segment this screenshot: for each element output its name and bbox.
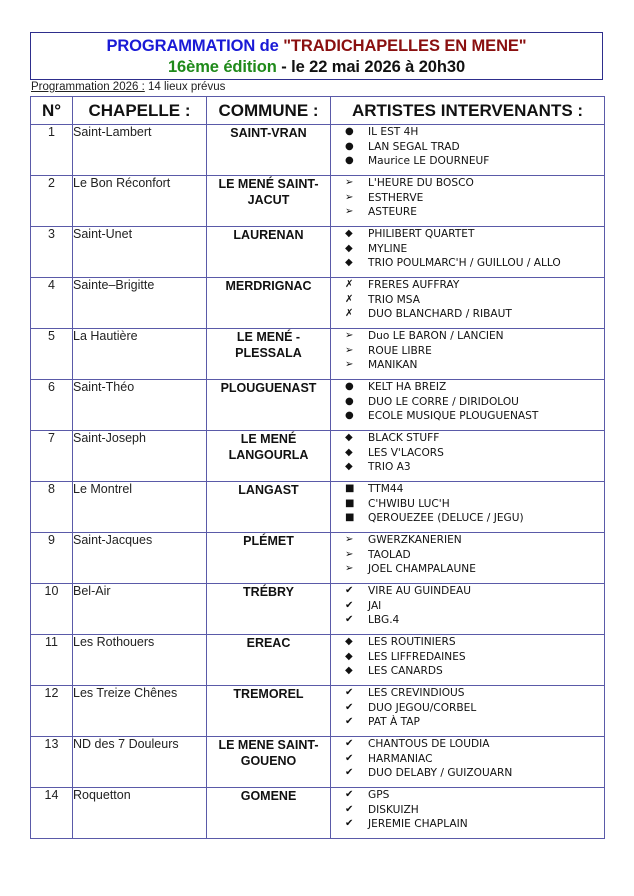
artist-item (345, 715, 604, 730)
program-summary (31, 80, 225, 94)
artist-name: ROUE LIBRE (368, 344, 432, 357)
artist-item (345, 205, 604, 220)
artist-item (345, 613, 604, 628)
row-number: 8 (31, 482, 73, 533)
bullet-diamond-icon: ◆ (345, 461, 353, 473)
artists-cell (331, 227, 605, 278)
artists-cell (331, 635, 605, 686)
artist-item (345, 497, 604, 512)
bullet-diamond-icon: ◆ (345, 257, 353, 269)
artists-cell (331, 482, 605, 533)
commune-name: TRÉBRY (207, 584, 331, 635)
column-header-artistes: ARTISTES INTERVENANTS : (331, 97, 605, 125)
artist-item (345, 176, 604, 191)
artist-name: LES V'LACORS (368, 446, 444, 459)
artist-item (345, 380, 604, 395)
artists-list (331, 482, 604, 526)
commune-name: SAINT-VRAN (207, 125, 331, 176)
artists-cell (331, 329, 605, 380)
artist-item (345, 191, 604, 206)
artist-name: DUO LE CORRE / DIRIDOLOU (368, 395, 519, 408)
row-number: 3 (31, 227, 73, 278)
bullet-dot-icon: ● (345, 395, 354, 407)
row-number: 13 (31, 737, 73, 788)
artist-item (345, 511, 604, 526)
artist-item (345, 737, 604, 752)
column-header-chapelle: CHAPELLE : (73, 97, 207, 125)
commune-name: LE MENÉ LANGOURLA (207, 431, 331, 482)
chapelle-name: Saint-Théo (73, 380, 207, 431)
table-row (31, 482, 605, 533)
artists-list (331, 635, 604, 679)
bullet-dot-icon: ● (345, 126, 354, 137)
bullet-diamond-icon: ◆ (345, 636, 353, 647)
artist-name: TRIO POULMARC'H / GUILLOU / ALLO (368, 257, 561, 270)
row-number: 5 (31, 329, 73, 380)
commune-name: LE MENÉ SAINT-JACUT (207, 176, 331, 227)
artist-item (345, 803, 604, 818)
artist-name: DUO JEGOU/CORBEL (368, 701, 477, 714)
chapelle-name: Les Rothouers (73, 635, 207, 686)
artist-item (345, 125, 604, 140)
bullet-diamond-icon: ◆ (345, 228, 353, 239)
commune-name: LE MENE SAINT-GOUENO (207, 737, 331, 788)
bullet-dot-icon: ● (345, 140, 354, 152)
artist-item (345, 227, 604, 242)
bullet-diamond-icon: ◆ (345, 432, 353, 443)
chapelle-name: La Hautière (73, 329, 207, 380)
artists-cell (331, 176, 605, 227)
artist-item (345, 460, 604, 475)
table-body (31, 125, 605, 839)
artist-name: C'HWIBU LUC'H (368, 497, 450, 510)
artist-name: IL EST 4H (368, 126, 419, 138)
bullet-dot-icon: ● (345, 410, 354, 422)
bullet-check-icon: ✔ (345, 738, 354, 749)
commune-name: LE MENÉ - PLESSALA (207, 329, 331, 380)
artists-cell (331, 380, 605, 431)
artist-item (345, 686, 604, 701)
row-number: 1 (31, 125, 73, 176)
table-row (31, 380, 605, 431)
commune-name: PLOUGUENAST (207, 380, 331, 431)
artists-list (331, 737, 604, 781)
bullet-arrow-icon: ➢ (345, 534, 354, 545)
artists-list (331, 533, 604, 577)
title-line (31, 35, 602, 57)
artists-cell (331, 125, 605, 176)
edition-label: 16ème édition (167, 58, 277, 76)
bullet-check-icon: ✔ (345, 599, 354, 611)
column-header-number: N° (31, 97, 73, 125)
artist-item (345, 395, 604, 410)
artists-list (331, 278, 604, 322)
artist-name: HARMANIAC (368, 752, 433, 765)
commune-name: LAURENAN (207, 227, 331, 278)
artist-name: LES LIFFREDAINES (368, 650, 466, 663)
row-number: 11 (31, 635, 73, 686)
bullet-dot-icon: ● (345, 155, 354, 167)
chapelle-name: Le Montrel (73, 482, 207, 533)
artist-name: PHILIBERT QUARTET (368, 228, 475, 240)
artist-item (345, 482, 604, 497)
artist-name: GPS (368, 789, 390, 801)
bullet-check-icon: ✔ (345, 701, 354, 713)
commune-name: PLÉMET (207, 533, 331, 584)
bullet-arrow-icon: ➢ (345, 330, 354, 341)
bullet-arrow-icon: ➢ (345, 206, 354, 218)
chapelle-name: ND des 7 Douleurs (73, 737, 207, 788)
artists-cell (331, 788, 605, 839)
artist-item (345, 788, 604, 803)
artist-name: Duo LE BARON / LANCIEN (368, 330, 504, 342)
commune-name: TREMOREL (207, 686, 331, 737)
artist-name: LBG.4 (368, 614, 400, 627)
chapelle-name: Saint-Jacques (73, 533, 207, 584)
artist-name: TAOLAD (368, 548, 411, 561)
artists-cell (331, 584, 605, 635)
artist-item (345, 446, 604, 461)
bullet-arrow-icon: ➢ (345, 359, 354, 371)
bullet-arrow-icon: ➢ (345, 548, 354, 560)
bullet-diamond-icon: ◆ (345, 446, 353, 458)
bullet-cross-icon: ✗ (345, 293, 354, 305)
artists-list (331, 686, 604, 730)
artist-item (345, 817, 604, 832)
artist-item (345, 664, 604, 679)
program-summary-label: Programmation 2026 : (31, 81, 145, 93)
artists-cell (331, 533, 605, 584)
bullet-arrow-icon: ➢ (345, 563, 354, 575)
commune-name: MERDRIGNAC (207, 278, 331, 329)
artists-cell (331, 431, 605, 482)
bullet-arrow-icon: ➢ (345, 191, 354, 203)
program-table (30, 96, 605, 839)
artist-name: JOEL CHAMPALAUNE (368, 563, 476, 576)
row-number: 12 (31, 686, 73, 737)
bullet-cross-icon: ✗ (345, 308, 354, 320)
artists-cell (331, 686, 605, 737)
bullet-check-icon: ✔ (345, 803, 354, 815)
artist-item (345, 154, 604, 169)
artist-item (345, 431, 604, 446)
chapelle-name: Le Bon Réconfort (73, 176, 207, 227)
chapelle-name: Saint-Lambert (73, 125, 207, 176)
artist-name: Maurice LE DOURNEUF (368, 155, 490, 168)
artists-list (331, 584, 604, 628)
artist-name: TRIO A3 (368, 461, 411, 474)
bullet-arrow-icon: ➢ (345, 344, 354, 356)
artist-name: GWERZKANERIEN (368, 534, 462, 546)
table-row (31, 635, 605, 686)
artist-name: CHANTOUS DE LOUDIA (368, 738, 490, 750)
row-number: 7 (31, 431, 73, 482)
artist-name: LES CREVINDIOUS (368, 687, 465, 699)
artist-name: DUO DELABY / GUIZOUARN (368, 767, 513, 780)
artist-item (345, 344, 604, 359)
bullet-check-icon: ✔ (345, 789, 354, 800)
artist-name: PAT À TAP (368, 716, 420, 729)
artist-name: L'HEURE DU BOSCO (368, 177, 474, 189)
bullet-check-icon: ✔ (345, 752, 354, 764)
artist-item (345, 140, 604, 155)
table-row (31, 788, 605, 839)
table-row (31, 737, 605, 788)
chapelle-name: Saint-Unet (73, 227, 207, 278)
artist-name: LAN SEGAL TRAD (368, 140, 460, 153)
chapelle-name: Les Treize Chênes (73, 686, 207, 737)
bullet-check-icon: ✔ (345, 614, 354, 626)
artist-name: DISKUIZH (368, 803, 419, 816)
table-row (31, 431, 605, 482)
artist-name: DUO BLANCHARD / RIBAUT (368, 308, 512, 321)
artist-name: ASTEURE (368, 206, 417, 219)
program-summary-text: 14 lieux prévus (144, 81, 226, 93)
artist-item (345, 584, 604, 599)
artist-item (345, 329, 604, 344)
bullet-dot-icon: ● (345, 381, 354, 392)
artists-cell (331, 737, 605, 788)
artist-item (345, 548, 604, 563)
artists-list (331, 788, 604, 832)
artist-name: BLACK STUFF (368, 432, 440, 444)
artist-name: VIRE AU GUINDEAU (368, 585, 472, 597)
artist-item (345, 293, 604, 308)
event-date: - le 22 mai 2026 à 20h30 (276, 58, 466, 76)
bullet-cross-icon: ✗ (345, 279, 354, 290)
artist-name: JEREMIE CHAPLAIN (368, 818, 468, 831)
artist-name: TTM44 (368, 483, 404, 495)
artist-name: FRERES AUFFRAY (368, 279, 460, 291)
artist-item (345, 701, 604, 716)
table-row (31, 686, 605, 737)
table-row (31, 329, 605, 380)
artists-list (331, 176, 604, 220)
row-number: 9 (31, 533, 73, 584)
edition-line (31, 57, 602, 77)
artist-item (345, 358, 604, 373)
table-header-row (31, 97, 605, 125)
bullet-square-icon: ■ (345, 512, 355, 524)
table-row (31, 278, 605, 329)
table-row (31, 176, 605, 227)
artist-item (345, 766, 604, 781)
table-row (31, 533, 605, 584)
artist-name: JAI (368, 599, 382, 612)
chapelle-name: Sainte–Brigitte (73, 278, 207, 329)
artists-list (331, 329, 604, 373)
chapelle-name: Roquetton (73, 788, 207, 839)
artist-item (345, 562, 604, 577)
artist-item (345, 650, 604, 665)
bullet-arrow-icon: ➢ (345, 177, 354, 188)
table-row (31, 227, 605, 278)
artist-name: TRIO MSA (368, 293, 420, 306)
bullet-square-icon: ■ (345, 483, 355, 494)
bullet-diamond-icon: ◆ (345, 242, 353, 254)
bullet-check-icon: ✔ (345, 767, 354, 779)
artists-list (331, 125, 604, 169)
artist-name: LES ROUTINIERS (368, 636, 456, 648)
artists-list (331, 227, 604, 271)
artist-item (345, 635, 604, 650)
bullet-check-icon: ✔ (345, 585, 354, 596)
title-event-name: "TRADICHAPELLES EN MENE" (283, 37, 527, 55)
artist-name: MYLINE (368, 242, 408, 255)
artist-item (345, 599, 604, 614)
artist-name: QEROUEZEE (DELUCE / JEGU) (368, 512, 524, 525)
row-number: 6 (31, 380, 73, 431)
artists-list (331, 380, 604, 424)
table-row (31, 584, 605, 635)
row-number: 10 (31, 584, 73, 635)
bullet-diamond-icon: ◆ (345, 650, 353, 662)
artist-item (345, 533, 604, 548)
artist-item (345, 307, 604, 322)
chapelle-name: Bel-Air (73, 584, 207, 635)
artist-name: ESTHERVE (368, 191, 424, 204)
artist-item (345, 242, 604, 257)
commune-name: EREAC (207, 635, 331, 686)
chapelle-name: Saint-Joseph (73, 431, 207, 482)
artists-list (331, 431, 604, 475)
artists-cell (331, 278, 605, 329)
artist-item (345, 278, 604, 293)
bullet-diamond-icon: ◆ (345, 665, 353, 677)
title-box (30, 32, 603, 80)
bullet-check-icon: ✔ (345, 716, 354, 728)
artist-name: MANIKAN (368, 359, 418, 372)
artist-name: ECOLE MUSIQUE PLOUGUENAST (368, 410, 539, 423)
row-number: 2 (31, 176, 73, 227)
bullet-check-icon: ✔ (345, 687, 354, 698)
artist-item (345, 256, 604, 271)
row-number: 4 (31, 278, 73, 329)
row-number: 14 (31, 788, 73, 839)
title-programmation: PROGRAMMATION de (106, 37, 284, 55)
artist-item (345, 409, 604, 424)
artist-name: KELT HA BREIZ (368, 381, 447, 393)
commune-name: GOMENE (207, 788, 331, 839)
artist-item (345, 752, 604, 767)
column-header-commune: COMMUNE : (207, 97, 331, 125)
table-row (31, 125, 605, 176)
bullet-square-icon: ■ (345, 497, 355, 509)
commune-name: LANGAST (207, 482, 331, 533)
bullet-check-icon: ✔ (345, 818, 354, 830)
artist-name: LES CANARDS (368, 665, 443, 678)
